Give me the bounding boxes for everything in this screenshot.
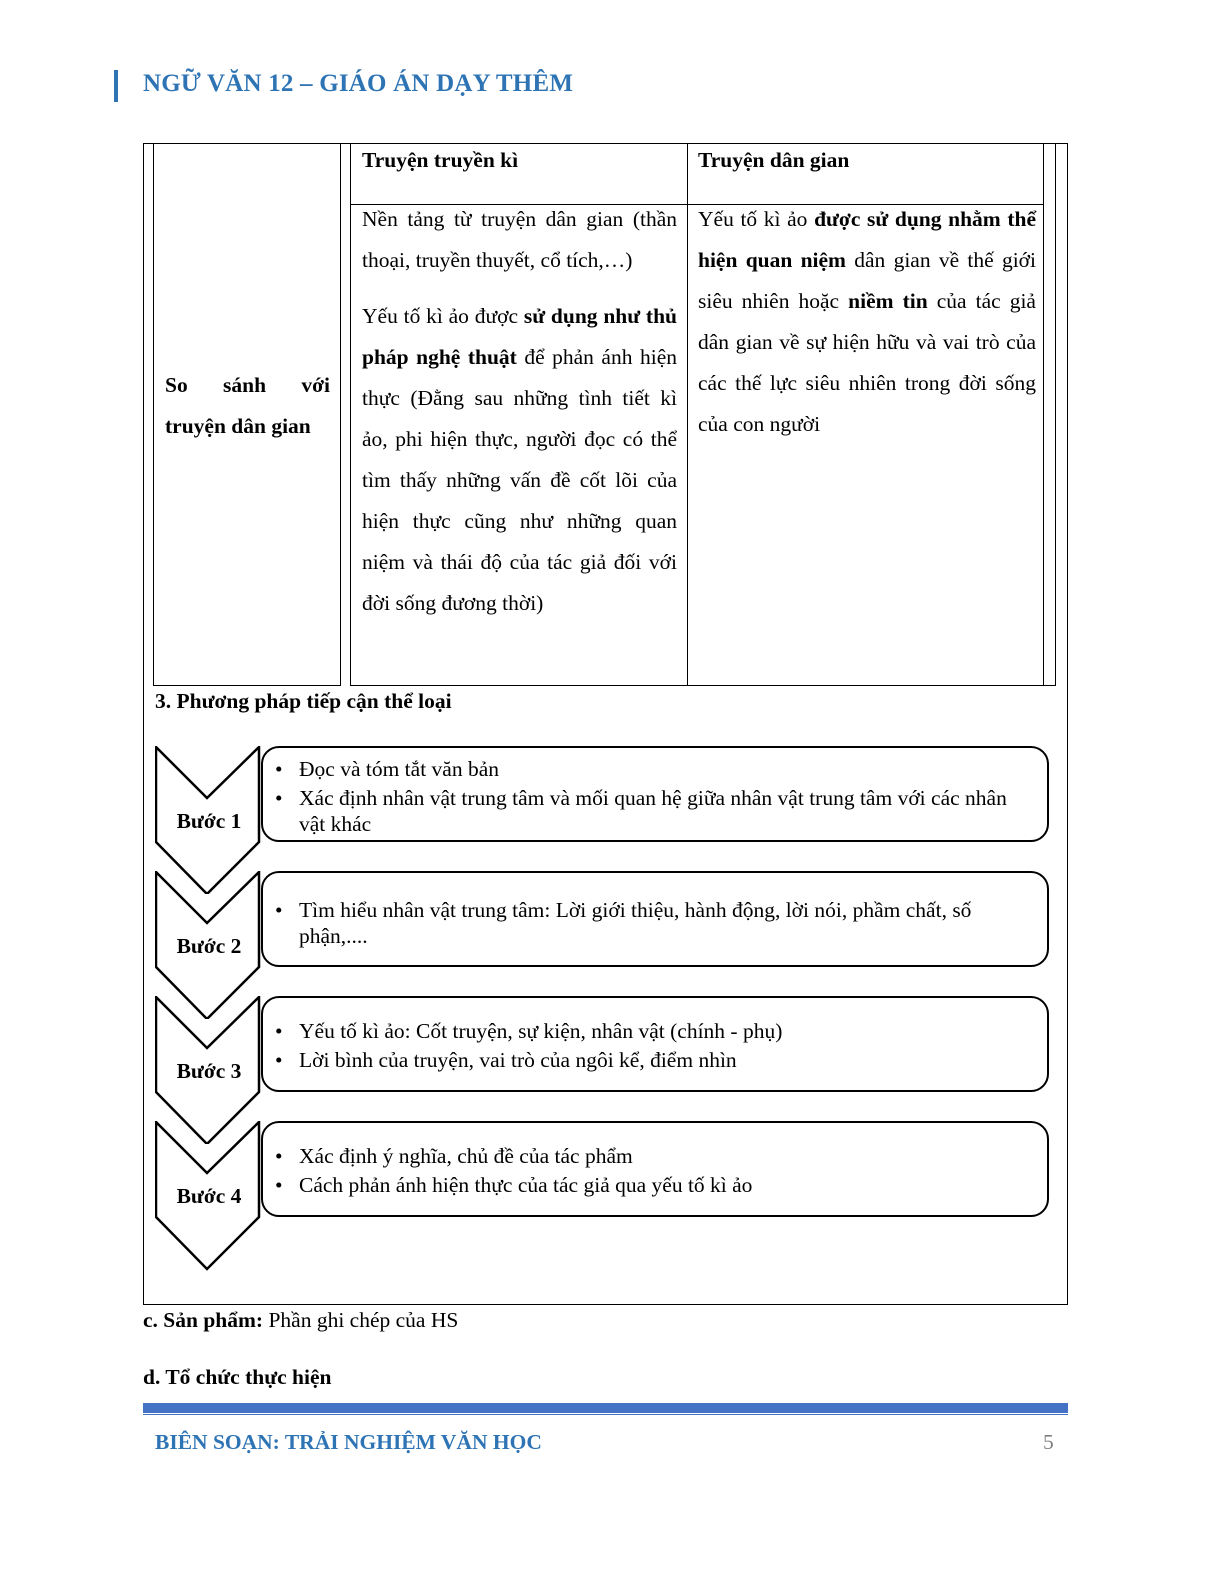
col1-cell — [362, 199, 677, 624]
page-number: 5 — [1043, 1430, 1054, 1454]
list-item: • Đọc và tóm tắt văn bản — [275, 756, 1033, 782]
list-item: • Xác định nhân vật trung tâm và mối quan hệ giữa nhân vật trung tâm với các nhân vật khác — [275, 785, 1033, 837]
row-label-cell — [153, 143, 341, 686]
list-item: • Lời bình của truyện, vai trò của ngôi kể, điểm nhìn — [275, 1047, 1033, 1073]
step-label: Bước 4 — [176, 1184, 242, 1208]
footer-line — [143, 1414, 1068, 1415]
row-label-line2: truyện dân gian — [165, 414, 311, 438]
header-accent-bar — [114, 70, 118, 102]
col1-header: Truyện truyền kì — [362, 148, 519, 172]
col2-header: Truyện dân gian — [698, 148, 850, 172]
col2-cell: Yếu tố kì ảo được sử dụng nhằm thể hiện quan niệm dân gian về thế giới siêu nhiên hoặc niềm tin của tác giả dân gian về sự hiện hữu và vai trò của các thế lực siêu nhiên trong đời sống của con người — [698, 207, 1037, 436]
step-label: Bước 3 — [176, 1059, 242, 1083]
page-header-title: NGỮ VĂN 12 – GIÁO ÁN DẠY THÊM — [143, 70, 574, 97]
organize-title: d. Tổ chức thực hiện — [143, 1365, 332, 1389]
step-4 — [155, 1121, 1050, 1269]
footer-bar — [143, 1403, 1068, 1413]
section-3-title: 3. Phương pháp tiếp cận thể loại — [155, 689, 452, 713]
row-label — [165, 365, 330, 447]
row-label-word: với — [301, 373, 330, 397]
step-content-box — [261, 871, 1049, 967]
table-border-line — [1043, 143, 1044, 686]
product-line: c. Sản phẩm: Phần ghi chép của HS — [143, 1308, 459, 1332]
list-item: • Yếu tố kì ảo: Cốt truyện, sự kiện, nhân vật (chính - phụ) — [275, 1018, 1033, 1044]
row-label-word: So — [165, 373, 188, 397]
step-content-box — [261, 746, 1049, 842]
column-divider — [687, 144, 688, 685]
footer-title: BIÊN SOẠN: TRẢI NGHIỆM VĂN HỌC — [155, 1430, 542, 1454]
inner-table — [350, 143, 1056, 686]
step-label: Bước 2 — [176, 934, 242, 958]
step-content-box — [261, 1121, 1049, 1217]
step-content-box — [261, 996, 1049, 1092]
col1-para2: Yếu tố kì ảo được sử dụng như thủ pháp nghệ thuật để phản ánh hiện thực (Đằng sau những tình tiết kì ảo, phi hiện thực, người đọc có thể tìm thấy những vấn đề cốt lõi của hiện thực cũng như những quan niệm và thái độ của tác giả đối với đời sống đương thời) — [362, 304, 677, 615]
step-label: Bước 1 — [176, 809, 242, 833]
list-item: • Cách phản ánh hiện thực của tác giả qua yếu tố kì ảo — [275, 1172, 1033, 1198]
comparison-table — [153, 143, 1058, 688]
col1-para1: Nền tảng từ truyện dân gian (thần thoại, truyền thuyết, cổ tích,…) — [362, 207, 677, 272]
row-label-word: sánh — [223, 373, 267, 397]
list-item: • Tìm hiểu nhân vật trung tâm: Lời giới thiệu, hành động, lời nói, phầm chất, số phận,.... — [275, 897, 1033, 949]
list-item: • Xác định ý nghĩa, chủ đề của tác phẩm — [275, 1143, 1033, 1169]
